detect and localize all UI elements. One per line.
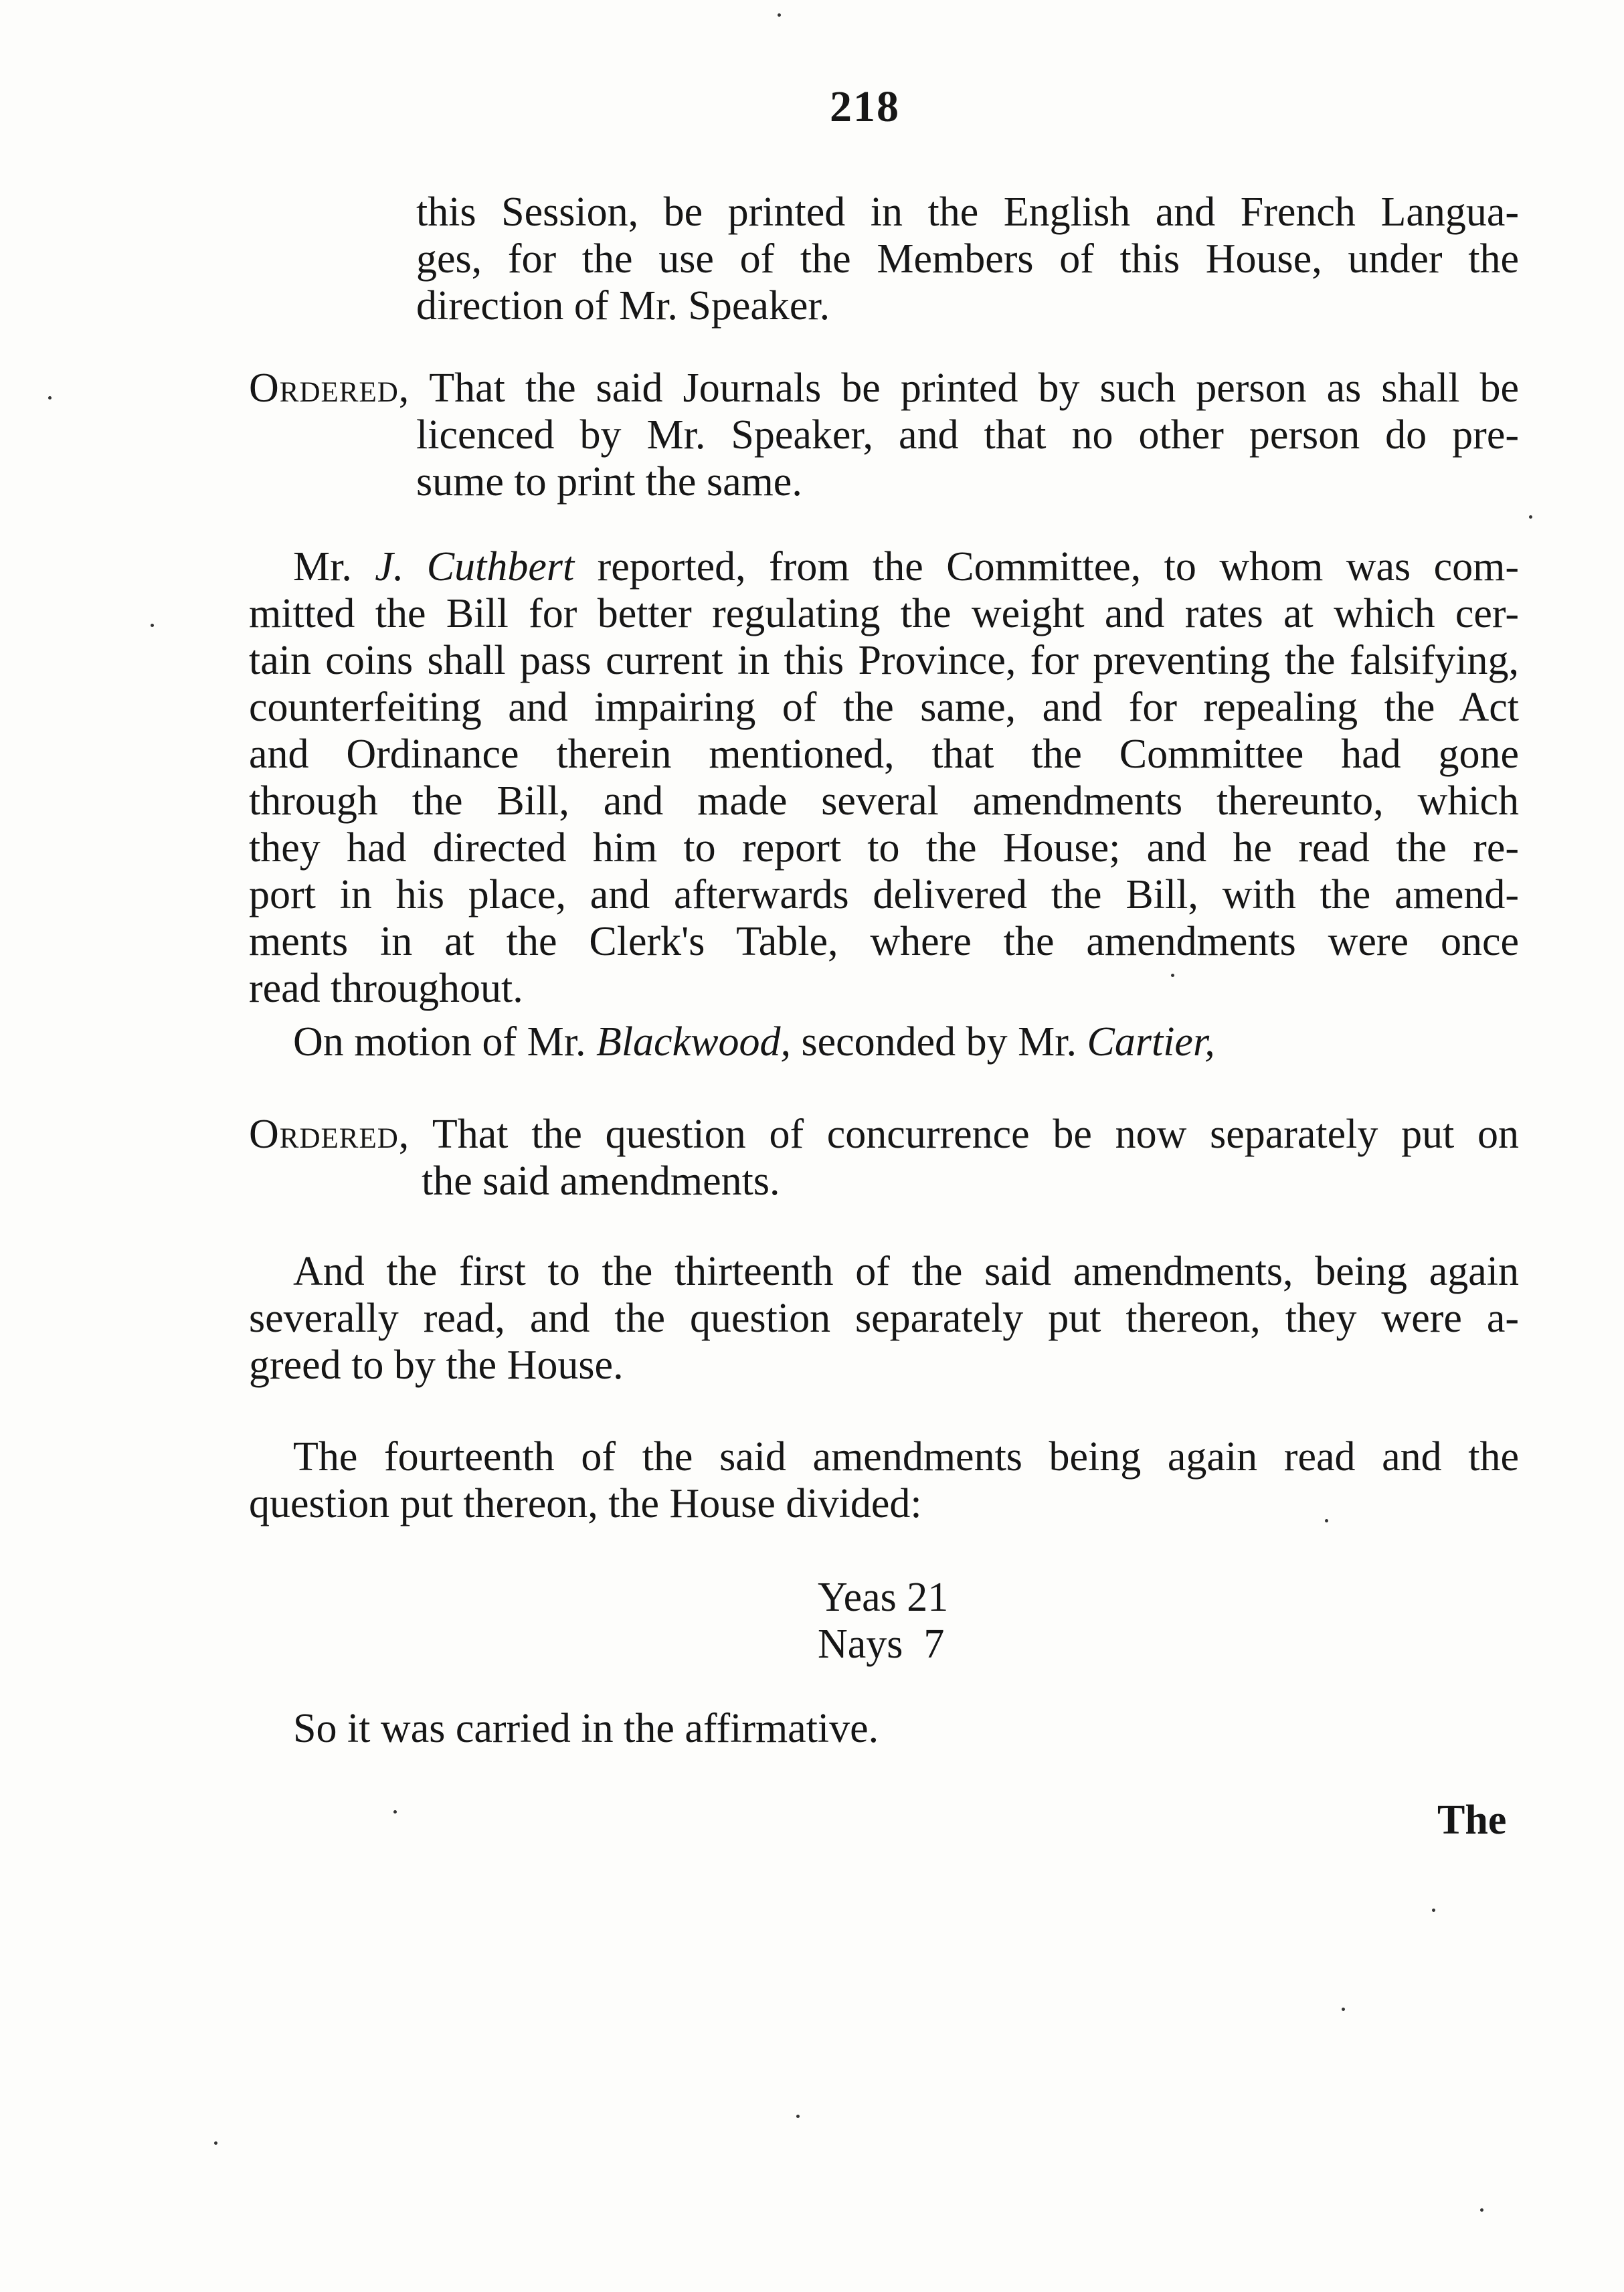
scan-speck [1480, 2208, 1483, 2212]
nays-line [818, 1621, 948, 1668]
text-line: counterfeiting and impairing of the same, and for repealing the Act [249, 685, 1519, 730]
ordered-label: Ordered, [249, 365, 410, 411]
paragraph-motion [293, 1019, 1215, 1065]
text-line: port in his place, and afterwards delivered the Bill, with the amend- [249, 872, 1519, 917]
member-name: Blackwood, [596, 1019, 791, 1065]
text-line: question put thereon, the House divided: [249, 1481, 922, 1526]
paragraph-ordered-journals [249, 365, 1519, 505]
text-fragment: seconded by Mr. [790, 1019, 1087, 1065]
paragraph-carried [293, 1705, 879, 1752]
text-line: and Ordinance therein mentioned, that the Committee had gone [249, 731, 1519, 777]
page-number: 218 [830, 82, 900, 131]
nays-label: Nays [818, 1621, 903, 1667]
text-line: And the first to the thirteenth of the said amendments, being again [293, 1249, 1519, 1294]
scan-speck [1171, 974, 1174, 977]
yeas-label: Yeas [818, 1575, 897, 1620]
paragraph-ordered-concurrence [249, 1111, 1519, 1205]
text-line-content: That the said Journals be printed by such person as shall be [429, 365, 1519, 411]
text-line: ments in at the Clerk's Table, where the amendments were once [249, 919, 1519, 964]
scan-speck [48, 396, 52, 400]
text-line: read throughout. [249, 966, 523, 1011]
text-line: this Session, be printed in the English and French Langua- [416, 189, 1519, 235]
text-line: The fourteenth of the said amendments being again read and the [293, 1434, 1519, 1480]
text-fragment: reported, from the Committee, to whom was com- [574, 544, 1520, 590]
text-line: the said amendments. [422, 1158, 780, 1204]
scan-speck [393, 1810, 397, 1814]
text-fragment: On motion of Mr. [293, 1019, 596, 1065]
text-line [293, 543, 1519, 590]
text-line: severally read, and the question separately put thereon, they were a- [249, 1296, 1519, 1341]
text-line: greed to by the House. [249, 1342, 624, 1388]
text-line: tain coins shall pass current in this Province, for preventing the falsifying, [249, 638, 1519, 683]
text-line: So it was carried in the affirmative. [293, 1706, 879, 1751]
text-line [249, 365, 1519, 412]
scan-speck [214, 2141, 217, 2145]
paragraph-cuthbert-report [249, 543, 1519, 1012]
scan-speck [778, 13, 781, 17]
text-line: ges, for the use of the Members of this House, under the [416, 236, 1519, 282]
scan-speck [151, 624, 154, 627]
scan-speck [1325, 1519, 1328, 1522]
text-line: mitted the Bill for better regulating the weight and rates at which cer- [249, 591, 1519, 636]
text-line-content: That the question of concurrence be now separately put on [432, 1112, 1519, 1157]
ordered-label: Ordered, [249, 1112, 410, 1157]
text-line: through the Bill, and made several amendments thereunto, which [249, 778, 1519, 824]
division-result [818, 1574, 948, 1668]
text-line: direction of Mr. Speaker. [416, 283, 830, 329]
paragraph-session-printing [416, 189, 1519, 329]
member-name: Cartier, [1087, 1019, 1215, 1065]
text-line [293, 1019, 1215, 1065]
nays-count: 7 [923, 1621, 945, 1667]
text-line: they had directed him to report to the House; and he read the re- [249, 825, 1519, 871]
scan-speck [1342, 2008, 1345, 2011]
text-line [249, 1111, 1519, 1158]
member-name: J. Cuthbert [375, 544, 575, 590]
catchword: The [1437, 1797, 1507, 1843]
text-line: licenced by Mr. Speaker, and that no other person do pre- [416, 412, 1519, 458]
paragraph-first-amendments [249, 1248, 1519, 1389]
scan-speck [796, 2115, 800, 2118]
paragraph-fourteenth-amendment [249, 1433, 1519, 1527]
yeas-line [818, 1574, 948, 1621]
scan-speck [1529, 515, 1532, 519]
text-fragment: Mr. [293, 544, 375, 590]
yeas-count: 21 [907, 1575, 949, 1620]
text-line: sume to print the same. [416, 459, 802, 505]
scan-speck [1432, 1909, 1435, 1912]
